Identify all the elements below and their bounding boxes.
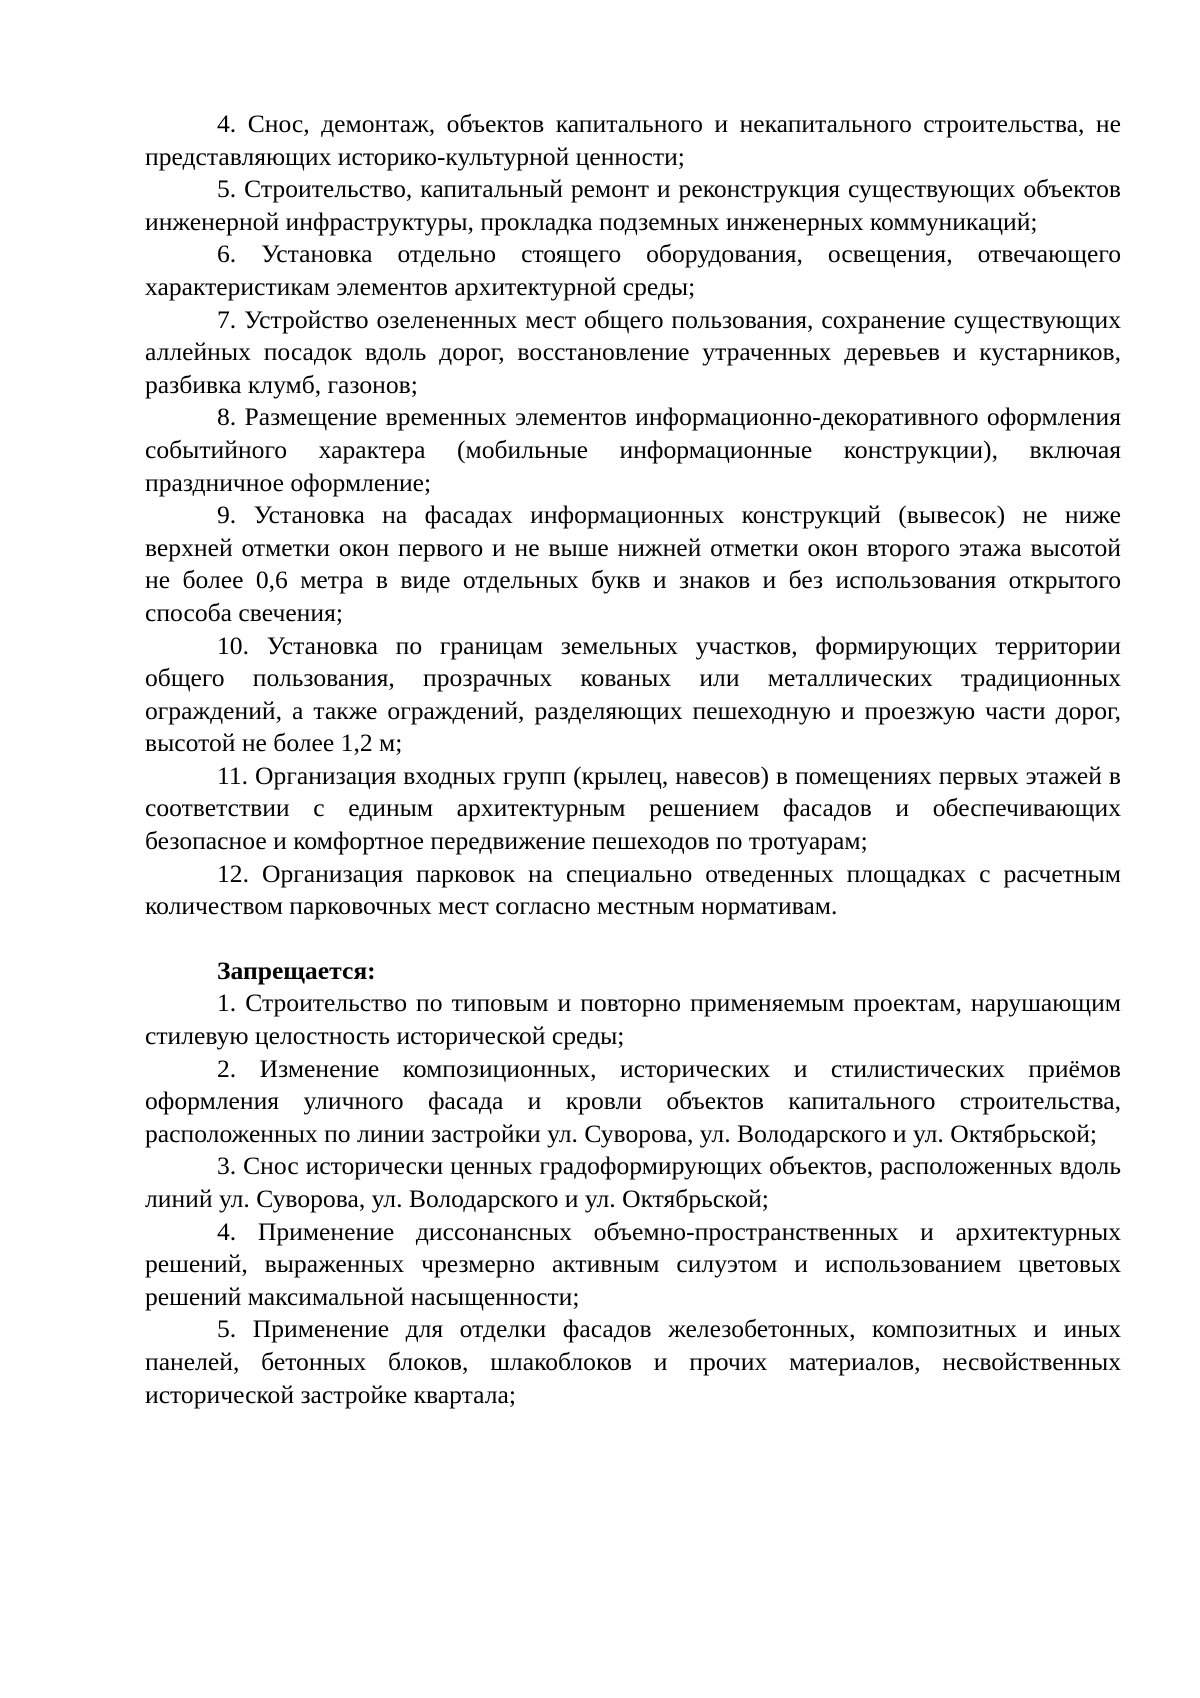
prohibited-item-4: 4. Применение диссонансных объемно-пространственных и архитектурных решений, выраженных чрезмерно активным силуэтом и использованием цветовых решений максимальной насыщенности; [145, 1216, 1121, 1311]
allowed-item-5: 5. Строительство, капитальный ремонт и реконструкция существующих объектов инженерной инфраструктуры, прокладка подземных инженерных коммуникаций; [145, 174, 1121, 236]
allowed-item-9: 9. Установка на фасадах информационных конструкций (вывесок) не ниже верхней отметки окон первого и не выше нижней отметки окон второго этажа высотой не более 0,6 метра в виде отдельных букв и знаков и без использования открытого способа свечения; [145, 500, 1121, 627]
allowed-item-8: 8. Размещение временных элементов информационно-декоративного оформления событийного характера (мобильные информационные конструкции), включая праздничное оформление; [145, 402, 1121, 497]
prohibited-item-3: 3. Снос исторически ценных градоформирующих объектов, расположенных вдоль линий ул. Суворова, ул. Володарского и ул. Октябрьской; [145, 1151, 1121, 1213]
allowed-item-4: 4. Снос, демонтаж, объектов капитального и некапитального строительства, не представляющих историко-культурной ценности; [145, 109, 1121, 171]
allowed-item-6: 6. Установка отдельно стоящего оборудования, освещения, отвечающего характеристикам элементов архитектурной среды; [145, 239, 1121, 301]
prohibited-heading: Запрещается: [217, 955, 376, 985]
prohibited-item-2: 2. Изменение композиционных, исторических и стилистических приёмов оформления уличного фасада и кровли объектов капитального строительства, расположенных по линии застройки ул. Суворова, ул. Володарского и ул. Октябрьской; [145, 1053, 1121, 1148]
allowed-item-10: 10. Установка по границам земельных участков, формирующих территории общего пользования, прозрачных кованых или металлических традиционных ограждений, а также ограждений, разделяющих пешеходную и проезжую части дорог, высотой не более 1,2 м; [145, 630, 1121, 758]
allowed-item-7: 7. Устройство озелененных мест общего пользования, сохранение существующих аллейных посадок вдоль дорог, восстановление утраченных деревьев и кустарников, разбивка клумб, газонов; [145, 304, 1121, 399]
document-page [145, 108, 1121, 1411]
allowed-item-12: 12. Организация парковок на специально отведенных площадках с расчетным количеством парковочных мест согласно местным нормативам. [145, 858, 1121, 921]
allowed-item-11: 11. Организация входных групп (крылец, навесов) в помещениях первых этажей в соответствии с единым архитектурным решением фасадов и обеспечивающих безопасное и комфортное передвижение пешеходов по тротуарам; [145, 760, 1121, 856]
prohibited-item-1: 1. Строительство по типовым и повторно применяемым проектам, нарушающим стилевую целостность исторической среды; [145, 988, 1121, 1051]
prohibited-item-5: 5. Применение для отделки фасадов железобетонных, композитных и иных панелей, бетонных блоков, шлакоблоков и прочих материалов, несвойственных исторической застройке квартала; [145, 1314, 1121, 1409]
